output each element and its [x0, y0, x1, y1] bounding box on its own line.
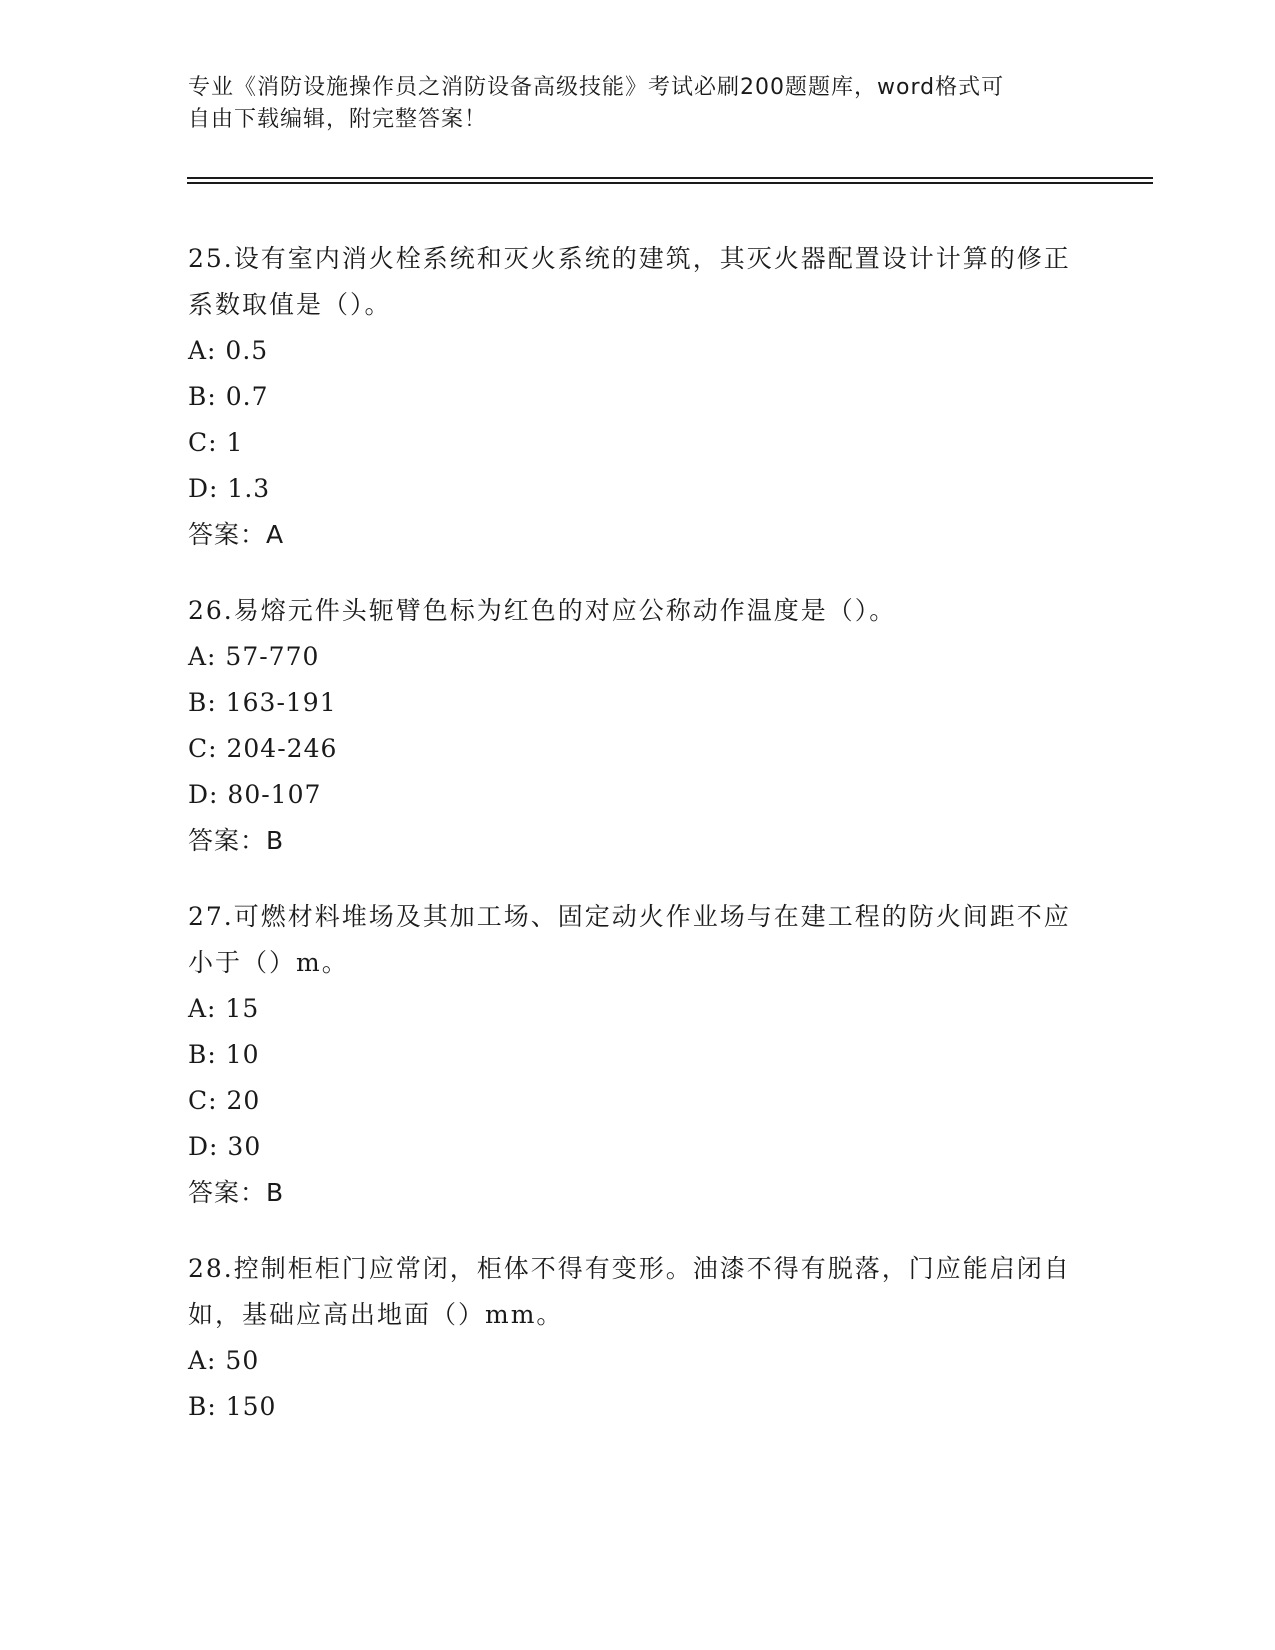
option-c: C: 1 — [188, 428, 244, 457]
question-stem: 26.易熔元件头轭臂色标为红色的对应公称动作温度是（）。 — [188, 596, 897, 625]
answer-line: 答案：B — [188, 826, 285, 855]
question-stem: 28.控制柜柜门应常闭，柜体不得有变形。油漆不得有脱落，门应能启闭自如，基础应高出地面（）mm。 — [188, 1254, 1071, 1329]
option-a: A: 0.5 — [188, 336, 269, 365]
option-d: D: 80-107 — [188, 780, 322, 809]
header-divider-top — [187, 177, 1153, 179]
option-d: D: 30 — [188, 1132, 262, 1161]
option-c: C: 204-246 — [188, 734, 338, 763]
question-stem: 25.设有室内消火栓系统和灭火系统的建筑，其灭火器配置设计计算的修正系数取值是（）。 — [188, 244, 1071, 319]
option-b: B: 150 — [188, 1392, 277, 1421]
option-a: A: 50 — [188, 1346, 260, 1375]
option-b: B: 10 — [188, 1040, 260, 1069]
option-b: B: 0.7 — [188, 382, 269, 411]
option-a: A: 57-770 — [188, 642, 320, 671]
answer-line: 答案：A — [188, 520, 285, 549]
question-26 — [188, 588, 1088, 864]
question-28 — [188, 1246, 1088, 1430]
question-stem: 27.可燃材料堆场及其加工场、固定动火作业场与在建工程的防火间距不应小于（）m。 — [188, 902, 1071, 977]
header-divider-bottom — [187, 182, 1153, 184]
option-b: B: 163-191 — [188, 688, 337, 717]
option-a: A: 15 — [188, 994, 260, 1023]
option-d: D: 1.3 — [188, 474, 271, 503]
question-27 — [188, 894, 1088, 1216]
answer-line: 答案：B — [188, 1178, 285, 1207]
question-25 — [188, 236, 1088, 558]
header-line-2: 自由下载编辑，附完整答案！ — [188, 107, 488, 132]
document-header — [188, 72, 1068, 136]
header-line-1: 专业《消防设施操作员之消防设备高级技能》考试必刷200题题库，word格式可 — [188, 75, 1005, 100]
question-list — [188, 236, 1088, 1460]
option-c: C: 20 — [188, 1086, 261, 1115]
